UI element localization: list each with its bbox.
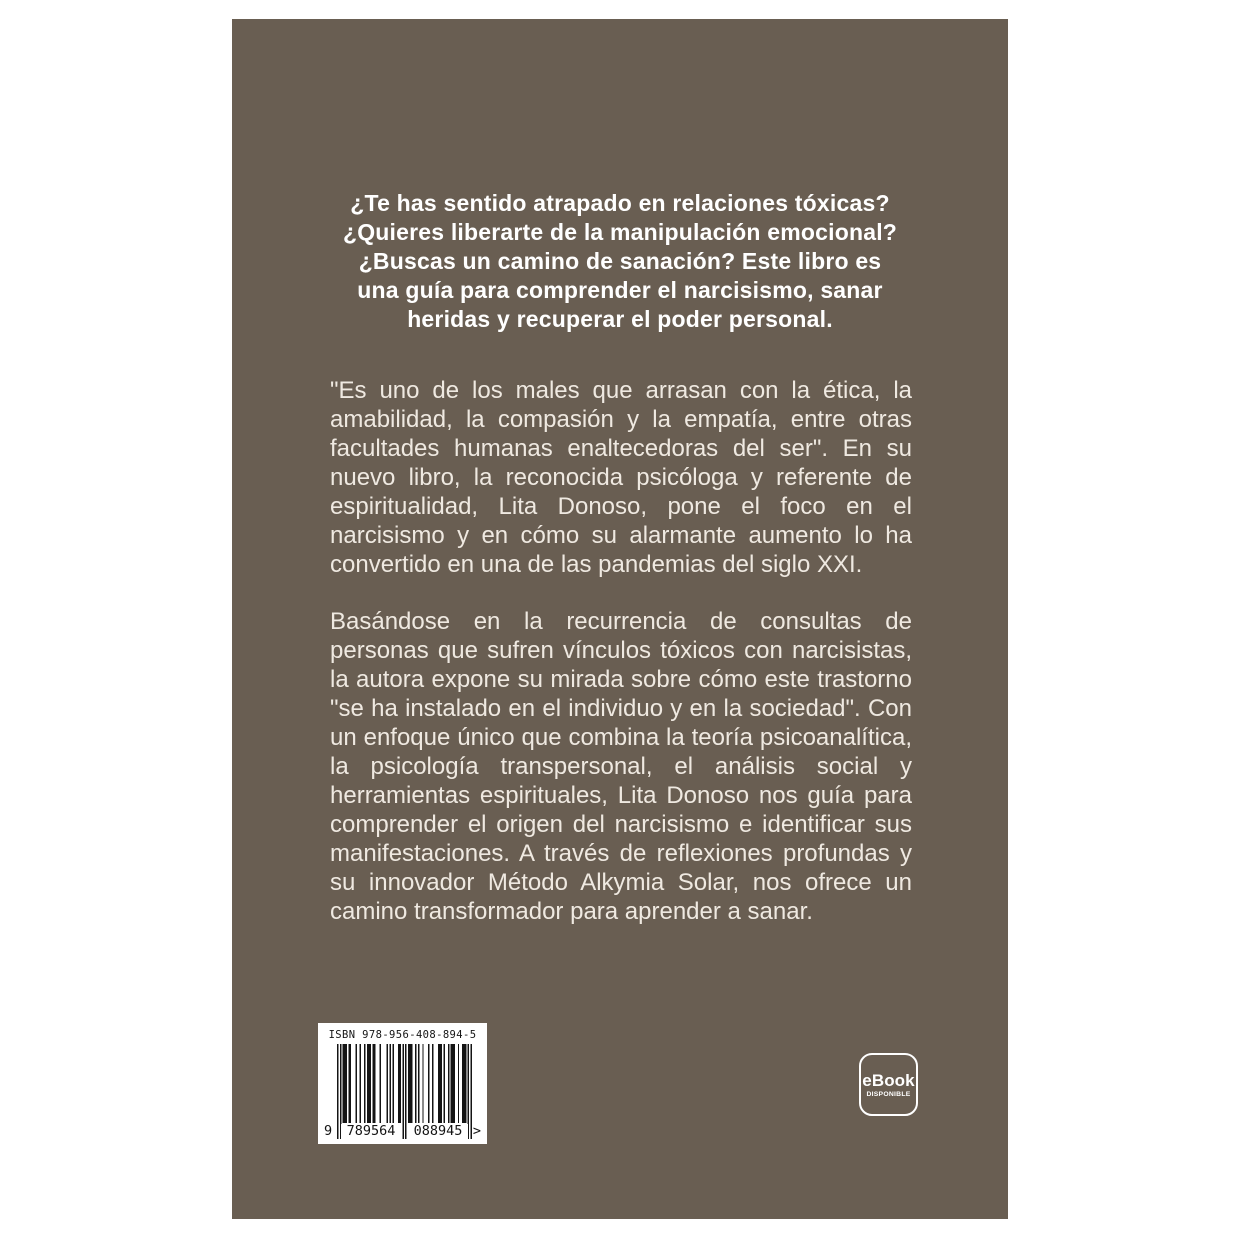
headline-line: ¿Te has sentido atrapado en relaciones tóxicas? (350, 190, 890, 216)
barcode-bars (324, 1044, 481, 1139)
barcode-right-group: 088945 (408, 1124, 468, 1139)
headline-line: una guía para comprender el narcisismo, sanar (357, 277, 883, 303)
synopsis (330, 376, 912, 954)
barcode-left-group: 789564 (341, 1124, 401, 1139)
synopsis-paragraph-1: "Es uno de los males que arrasan con la ética, la amabilidad, la compasión y la empatía, entre otras facultades humanas enaltecedoras del ser". En su nuevo libro, la reconocida psicóloga y referente de espiritualidad, Lita Donoso, pone el foco en el narcisismo y en cómo su alarmante aumento lo ha convertido en una de las pandemias del siglo XXI. (330, 377, 912, 578)
book-back-cover (232, 19, 1008, 1219)
ebook-badge-title: eBook (862, 1071, 915, 1090)
headline-line: heridas y recuperar el poder personal. (407, 306, 833, 332)
barcode-lead-digit: 9 (324, 1123, 333, 1139)
headline (320, 189, 920, 334)
ebook-badge (859, 1053, 918, 1116)
headline-line: ¿Quieres liberarte de la manipulación emocional? (342, 219, 898, 245)
ebook-badge-subtitle: DISPONIBLE (866, 1091, 911, 1098)
barcode (318, 1023, 487, 1144)
barcode-end-mark: > (472, 1123, 481, 1139)
synopsis-paragraph-2: Basándose en la recurrencia de consultas de personas que sufren vínculos tóxicos con narcisistas, la autora expone su mirada sobre cómo este trastorno "se ha instalado en el individuo y en la sociedad". Con un enfoque único que combina la teoría psicoanalítica, la psicología transpersonal, el análisis social y herramientas espirituales, Lita Donoso nos guía para comprender el origen del narcisismo e identificar sus manifestaciones. A través de reflexiones profundas y su innovador Método Alkymia Solar, nos ofrece un camino transformador para aprender a sanar. (330, 608, 912, 925)
isbn-label: ISBN 978-956-408-894-5 (328, 1029, 477, 1041)
headline-line: ¿Buscas un camino de sanación? Este libro es (358, 248, 882, 274)
